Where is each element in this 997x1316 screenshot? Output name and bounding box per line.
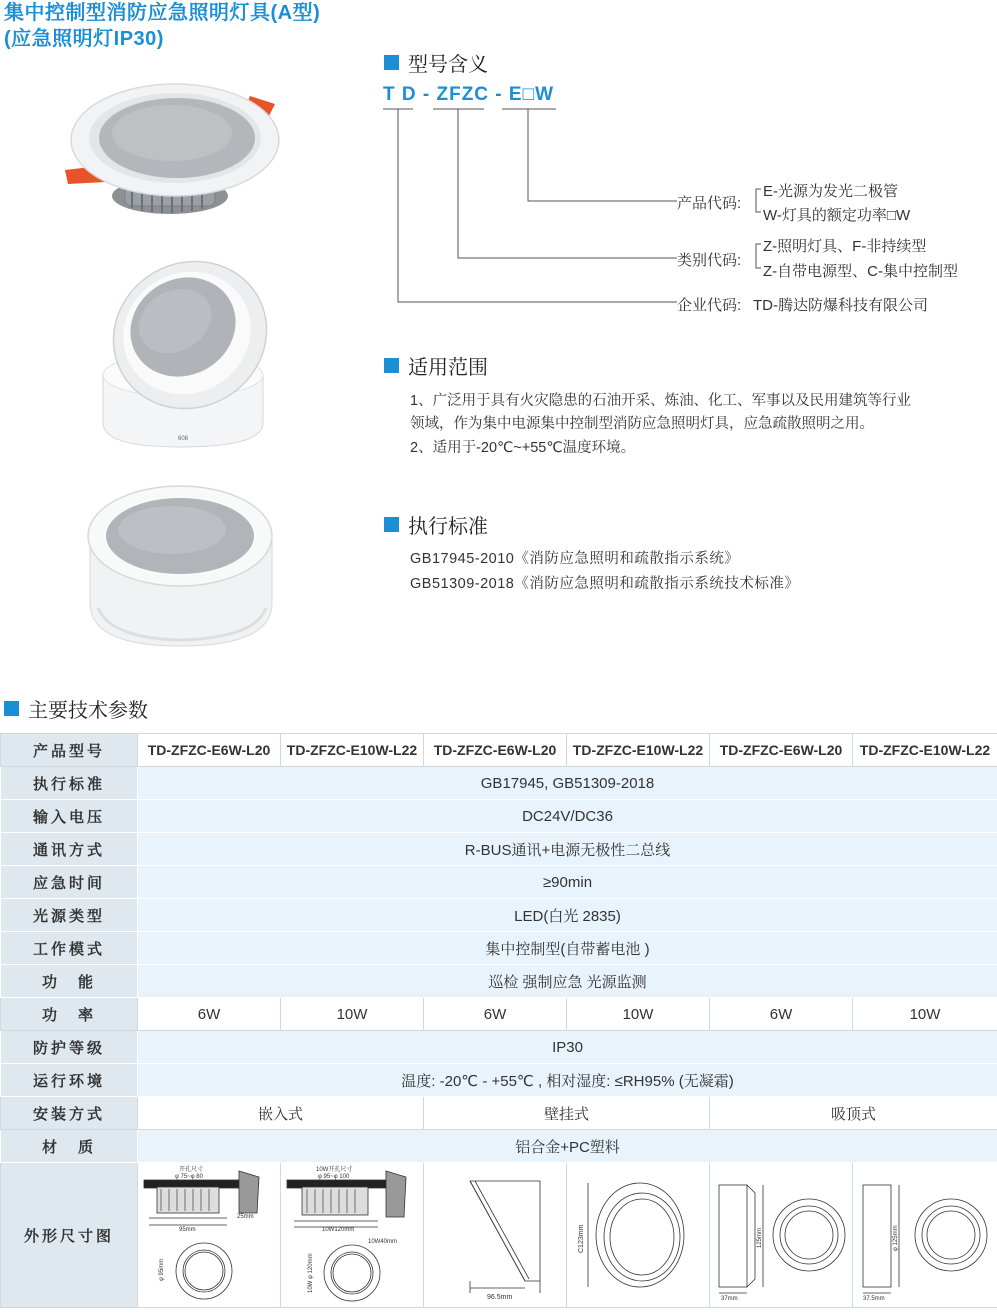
section-standards [384, 510, 488, 539]
value-cell: GB17945, GB51309-2018 [138, 767, 997, 800]
value-cell: 巡检 强制应急 光源监测 [138, 965, 997, 998]
section-scope [384, 351, 488, 380]
dimension-drawing-cell [281, 1163, 424, 1308]
model-code: T D - ZFZC - E□W [383, 84, 554, 105]
row-label: 运行环境 [1, 1064, 138, 1097]
svg-text:96.5mm: 96.5mm [487, 1294, 513, 1301]
svg-text:10W40mm: 10W40mm [368, 1239, 398, 1245]
svg-text:C123mm: C123mm [578, 1224, 585, 1253]
svg-text:95mm: 95mm [179, 1227, 196, 1233]
company-code-text: TD-腾达防爆科技有限公司 [753, 297, 928, 314]
value-cell: 壁挂式 [424, 1097, 710, 1130]
svg-text:25mm: 25mm [237, 1214, 254, 1220]
spec-table [0, 733, 997, 1308]
svg-text:10W120mm: 10W120mm [322, 1227, 355, 1233]
bullet-square-icon [384, 358, 399, 373]
table-row [1, 866, 997, 899]
svg-text:125mm: 125mm [757, 1227, 763, 1248]
row-label: 功 能 [1, 965, 138, 998]
table-row [1, 1031, 997, 1064]
value-cell: ≥90min [138, 866, 997, 899]
row-label: 外形尺寸图 [1, 1163, 138, 1308]
value-cell: LED(白光 2835) [138, 899, 997, 932]
value-cell: 温度: -20℃ - +55℃ , 相对湿度: ≤RH95% (无凝霜) [138, 1064, 997, 1097]
section-params [4, 694, 148, 723]
dimension-drawing-wall-face [568, 1163, 708, 1303]
row-label: 执行标准 [1, 767, 138, 800]
dimension-drawing-recessed-6w [139, 1163, 279, 1303]
dimension-drawing-recessed-10w [282, 1163, 422, 1303]
svg-text:φ 95mm: φ 95mm [159, 1258, 165, 1281]
value-cell: IP30 [138, 1031, 997, 1064]
row-label: 材 质 [1, 1130, 138, 1163]
dimension-drawing-cell [138, 1163, 281, 1308]
table-row [1, 1097, 997, 1130]
table-row [1, 932, 997, 965]
product-code-label: 产品代码: [677, 195, 742, 212]
dimension-drawing-cell [710, 1163, 853, 1308]
model-cell: TD-ZFZC-E6W-L20 [424, 734, 567, 767]
row-label: 功 率 [1, 998, 138, 1031]
lamp-mark: 608 [177, 436, 189, 442]
bullet-square-icon [384, 517, 399, 532]
model-cell: TD-ZFZC-E6W-L20 [710, 734, 853, 767]
product-code-line-2: W-灯具的额定功率□W [763, 207, 911, 224]
category-code-line-2: Z-自带电源型、C-集中控制型 [763, 263, 958, 280]
dimension-drawing-cell [853, 1163, 997, 1308]
model-cell: TD-ZFZC-E6W-L20 [138, 734, 281, 767]
dimension-drawing-ceiling-10w [855, 1163, 995, 1303]
table-row [1, 800, 997, 833]
svg-text:φ 125mm: φ 125mm [893, 1225, 899, 1251]
table-row [1, 965, 997, 998]
category-code-label: 类别代码: [677, 252, 742, 269]
svg-text:φ 75~φ 80: φ 75~φ 80 [175, 1174, 203, 1180]
category-code-line-1: Z-照明灯具、F-非持续型 [763, 238, 927, 255]
table-row [1, 1064, 997, 1097]
section-title: 执行标准 [408, 516, 488, 538]
table-row [1, 1163, 997, 1308]
row-label: 工作模式 [1, 932, 138, 965]
model-cell: TD-ZFZC-E10W-L22 [567, 734, 710, 767]
table-row [1, 833, 997, 866]
standard-line-2: GB51309-2018《消防应急照明和疏散指示系统技术标准》 [410, 576, 800, 592]
row-label: 通讯方式 [1, 833, 138, 866]
company-code-label: 企业代码: [677, 297, 742, 314]
row-label: 产品型号 [1, 734, 138, 767]
svg-text:37mm: 37mm [721, 1296, 738, 1302]
table-row [1, 899, 997, 932]
page-subtitle: (应急照明灯IP30) [4, 28, 164, 50]
product-code-line-1: E-光源为发光二极管 [763, 183, 899, 200]
table-row [1, 767, 997, 800]
table-row [1, 734, 997, 767]
row-label: 输入电压 [1, 800, 138, 833]
value-cell: 6W [138, 998, 281, 1031]
bullet-square-icon [4, 701, 19, 716]
standard-line-1: GB17945-2010《消防应急照明和疏散指示系统》 [410, 551, 740, 567]
product-image-ceiling [80, 478, 280, 658]
row-label: 防护等级 [1, 1031, 138, 1064]
value-cell: 集中控制型(自带蓄电池 ) [138, 932, 997, 965]
dimension-drawing-wall-side [425, 1163, 565, 1303]
svg-text:10W φ 120mm: 10W φ 120mm [308, 1253, 314, 1293]
scope-line-3: 2、适用于-20℃~+55℃温度环境。 [410, 440, 636, 456]
dimension-drawing-cell [424, 1163, 567, 1308]
value-cell: 10W [281, 998, 424, 1031]
row-label: 光源类型 [1, 899, 138, 932]
model-cell: TD-ZFZC-E10W-L22 [281, 734, 424, 767]
page-title: 集中控制型消防应急照明灯具(A型) [4, 2, 321, 24]
section-title: 适用范围 [408, 357, 488, 379]
table-row [1, 1130, 997, 1163]
dimension-drawing-ceiling-6w [711, 1163, 851, 1303]
value-cell: 10W [567, 998, 710, 1031]
svg-text:37.5mm: 37.5mm [863, 1296, 885, 1302]
value-cell: 吸顶式 [710, 1097, 997, 1130]
section-title: 型号含义 [408, 54, 488, 76]
scope-line-1: 1、广泛用于具有火灾隐患的石油开采、炼油、化工、军事以及民用建筑等行业 [410, 393, 912, 409]
dimension-drawing-cell [567, 1163, 710, 1308]
value-cell: 6W [710, 998, 853, 1031]
svg-text:10W开孔尺寸: 10W开孔尺寸 [316, 1167, 353, 1173]
model-cell: TD-ZFZC-E10W-L22 [853, 734, 997, 767]
value-cell: 嵌入式 [138, 1097, 424, 1130]
svg-text:φ 95~φ 100: φ 95~φ 100 [318, 1174, 350, 1180]
table-row [1, 998, 997, 1031]
value-cell: 10W [853, 998, 997, 1031]
row-label: 应急时间 [1, 866, 138, 899]
section-title: 主要技术参数 [28, 700, 148, 722]
row-label: 安装方式 [1, 1097, 138, 1130]
value-cell: DC24V/DC36 [138, 800, 997, 833]
svg-text:开孔尺寸: 开孔尺寸 [179, 1167, 204, 1173]
value-cell: 6W [424, 998, 567, 1031]
value-cell: R-BUS通讯+电源无极性二总线 [138, 833, 997, 866]
scope-line-2: 领域，作为集中电源集中控制型消防应急照明灯具，应急疏散照明之用。 [410, 416, 874, 432]
value-cell: 铝合金+PC塑料 [138, 1130, 997, 1163]
